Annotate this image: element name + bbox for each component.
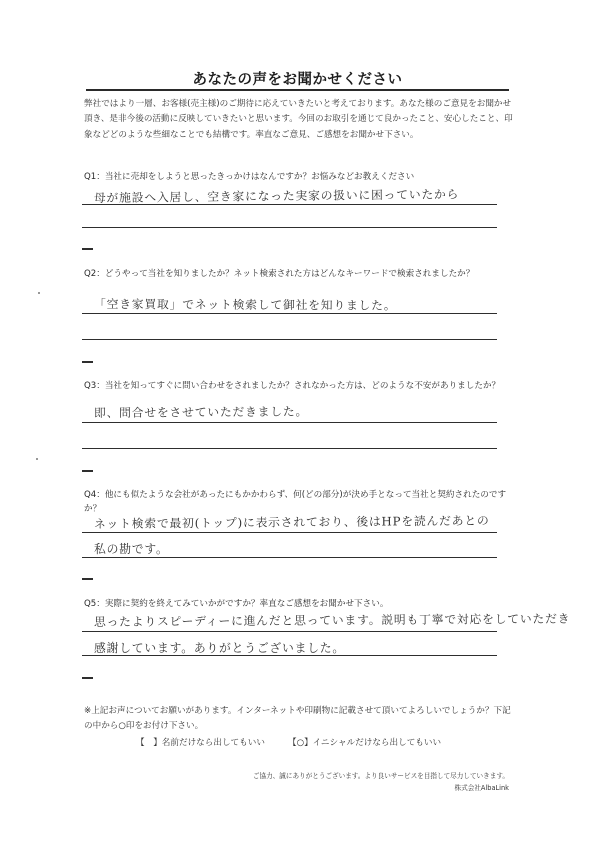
answer-3-line-1: 即、問合せをさせていただきました。 xyxy=(93,404,309,421)
question-3: Q3：当社を知ってすぐに問い合わせをされましたか？されなかった方は、どのような不安がありましたか？ xyxy=(84,381,501,391)
answer-line-short xyxy=(82,248,93,250)
answer-line xyxy=(82,204,497,205)
question-4: Q4：他にも似たような会社があったにもかかわらず、何(どの部分)が決め手となって当社と契約されたのですか？ xyxy=(84,490,507,514)
title-underline xyxy=(86,89,509,91)
answer-line xyxy=(82,339,497,340)
question-1: Q1：当社に売却をしようと思ったきっかけはなんですか？お悩みなどお教えください xyxy=(84,172,415,182)
answer-line xyxy=(82,422,497,423)
page-title: あなたの声をお聞かせください xyxy=(192,72,403,88)
answer-line xyxy=(82,631,497,632)
option-initials-only: 【○】イニシャルだけなら出してもいい xyxy=(288,738,442,748)
answer-4-line-1: ネット検索で最初(トップ)に表示されており、後はHPを読んだあとの xyxy=(93,513,490,532)
answer-line xyxy=(82,655,497,656)
answer-line xyxy=(82,227,497,228)
intro-text: 弊社ではより一層、お客様(売主様)のご期待に応えていきたいと考えております。あなた様のご意見をお聞かせ頂き、是非今後の活動に反映していきたいと思います。今回のお取引を通じて良かったこと、安心したこと、印象などどのような些細なことでも結構です。率直なご意見、ご感想をお聞かせ下さい。 xyxy=(84,99,513,140)
option-name-only: 【 】名前だけなら出してもいい xyxy=(136,738,265,748)
answer-2-line-1: 「空き家買取」でネット検索して御社を知りました。 xyxy=(94,297,397,313)
answer-line-short xyxy=(82,578,93,580)
scan-speck xyxy=(38,292,40,294)
answer-line xyxy=(82,532,497,533)
answer-line xyxy=(82,313,497,314)
answer-4-line-2: 私の勘です。 xyxy=(94,542,169,556)
answer-5-line-2: 感謝しています。ありがとうございました。 xyxy=(94,641,345,655)
answer-line-short xyxy=(82,361,93,363)
answer-line-short xyxy=(82,470,93,472)
answer-line xyxy=(82,557,497,558)
publication-consent-note: ※上記お声についてお願いがあります。インターネットや印刷物に記載させて頂いてよろしいでしょうか？下記の中から○印をお付け下さい。 xyxy=(84,706,511,731)
footer-thanks: ご協力、誠にありがとうございます。より良いサービスを目指して尽力していきます。 xyxy=(252,772,509,780)
footer-company: 株式会社AlbaLink xyxy=(454,784,509,792)
scan-speck xyxy=(36,458,38,460)
answer-line xyxy=(82,448,497,449)
answer-line-short xyxy=(82,677,93,679)
question-5: Q5：実際に契約を終えてみていかがですか？率直なご感想をお聞かせ下さい。 xyxy=(84,599,389,609)
question-2: Q2：どうやって当社を知りましたか？ネット検索された方はどんなキーワードで検索されましたか？ xyxy=(84,269,475,279)
answer-5-line-1: 思ったよりスピーディーに進んだと思っています。説明も丁寧で対応をしていただき xyxy=(93,611,571,629)
answer-1-line-1: 母が施設へ入居し、空き家になった実家の扱いに困っていたから xyxy=(93,187,460,206)
